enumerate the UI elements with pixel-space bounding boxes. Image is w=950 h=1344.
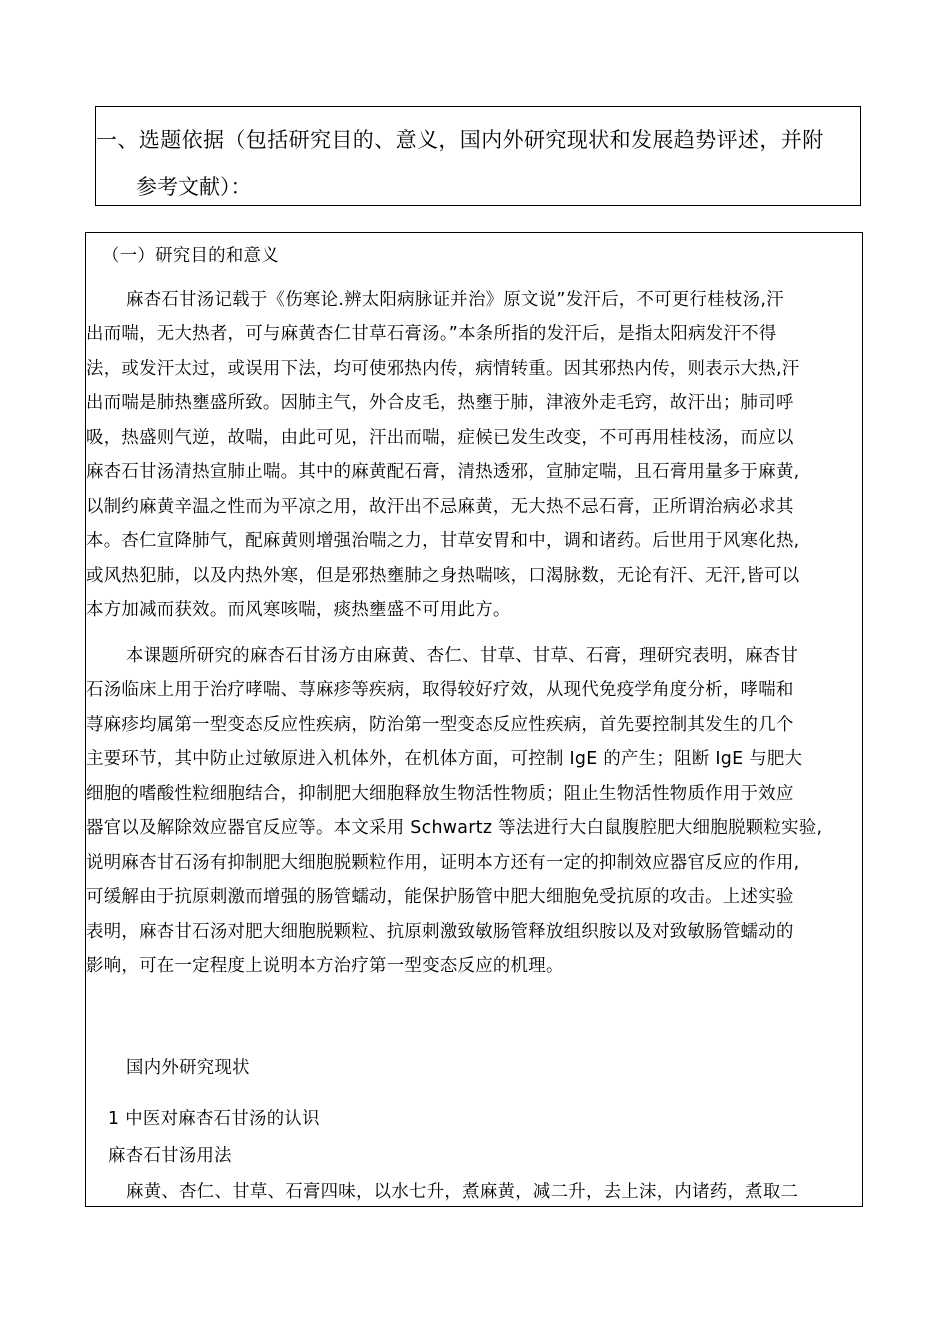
paragraph-line: 说明麻杏甘石汤有抑制肥大细胞脱颗粒作用，证明本方还有一定的抑制效应器官反应的作用,: [86, 853, 800, 873]
subheading-usage: 麻杏石甘汤用法: [108, 1146, 232, 1166]
heading-purpose: （一）研究目的和意义: [102, 246, 279, 266]
paragraph-line: 法，或发汗太过，或误用下法，均可使邪热内传，病情转重。因其邪热内传，则表示大热,汗: [86, 359, 800, 379]
paragraph-line: 可缓解由于抗原刺激而增强的肠管蠕动，能保护肠管中肥大细胞免受抗原的攻击。上述实验: [86, 887, 794, 907]
paragraph-line: 主要环节，其中防止过敏原进入机体外，在机体方面，可控制 IgE 的产生；阻断 IgE 与肥大: [86, 749, 803, 769]
paragraph-line: 本。杏仁宣降肺气，配麻黄则增强治喘之力，甘草安胃和中，调和诸药。后世用于风寒化热,: [86, 531, 800, 551]
heading-research-status: 国内外研究现状: [126, 1058, 250, 1078]
section-title-line1: 一、选题依据（包括研究目的、意义，国内外研究现状和发展趋势评述，并附: [96, 128, 824, 152]
paragraph-line: 细胞的嗜酸性粒细胞结合，抑制肥大细胞释放生物活性物质；阻止生物活性物质作用于效应: [86, 784, 794, 804]
section-title-line2: 参考文献）：: [136, 175, 252, 199]
paragraph-line: 麻杏石甘汤清热宣肺止喘。其中的麻黄配石膏，清热透邪，宣肺定喘，且石膏用量多于麻黄,: [86, 462, 800, 482]
paragraph-line: 本方加减而获效。而风寒咳喘，痰热壅盛不可用此方。: [86, 600, 511, 620]
subheading-tcm-understanding: 1 中医对麻杏石甘汤的认识: [108, 1109, 320, 1129]
section-title-box: [95, 106, 861, 206]
paragraph-line: 影响，可在一定程度上说明本方治疗第一型变态反应的机理。: [86, 956, 564, 976]
paragraph-line: 出而喘是肺热壅盛所致。因肺主气，外合皮毛，热壅于肺，津液外走毛窍，故汗出；肺司呼: [86, 393, 794, 413]
paragraph-line: 表明，麻杏甘石汤对肥大细胞脱颗粒、抗原刺激致敏肠管释放组织胺以及对致敏肠管蠕动的: [86, 922, 794, 942]
paragraph-line: 出而喘，无大热者，可与麻黄杏仁甘草石膏汤。”本条所指的发汗后，是指太阳病发汗不得: [86, 324, 777, 344]
paragraph-line: 麻黄、杏仁、甘草、石膏四味，以水七升，煮麻黄，减二升，去上沫，内诸药，煮取二: [126, 1182, 799, 1202]
paragraph-line: 本课题所研究的麻杏石甘汤方由麻黄、杏仁、甘草、甘草、石膏，理研究表明，麻杏甘: [126, 646, 799, 666]
paragraph-line: 荨麻疹均属第一型变态反应性疾病，防治第一型变态反应性疾病，首先要控制其发生的几个: [86, 715, 794, 735]
paragraph-line: 石汤临床上用于治疗哮喘、荨麻疹等疾病，取得较好疗效，从现代免疫学角度分析，哮喘和: [86, 680, 794, 700]
paragraph-line: 吸，热盛则气逆，故喘，由此可见，汗出而喘，症候已发生改变，不可再用桂枝汤，而应以: [86, 428, 794, 448]
content-box: [85, 232, 863, 1207]
paragraph-line: 器官以及解除效应器官反应等。本文采用 Schwartz 等法进行大白鼠腹腔肥大细胞脱颗粒实验,: [86, 818, 823, 838]
paragraph-line: 麻杏石甘汤记载于《伤寒论.辨太阳病脉证并治》原文说”发汗后，不可更行桂枝汤,汗: [126, 290, 784, 310]
paragraph-line: 或风热犯肺，以及内热外寒，但是邪热壅肺之身热喘咳，口渴脉数，无论有汗、无汗,皆可以: [86, 566, 800, 586]
paragraph-line: 以制约麻黄辛温之性而为平凉之用，故汗出不忌麻黄，无大热不忌石膏，正所谓治病必求其: [86, 497, 794, 517]
